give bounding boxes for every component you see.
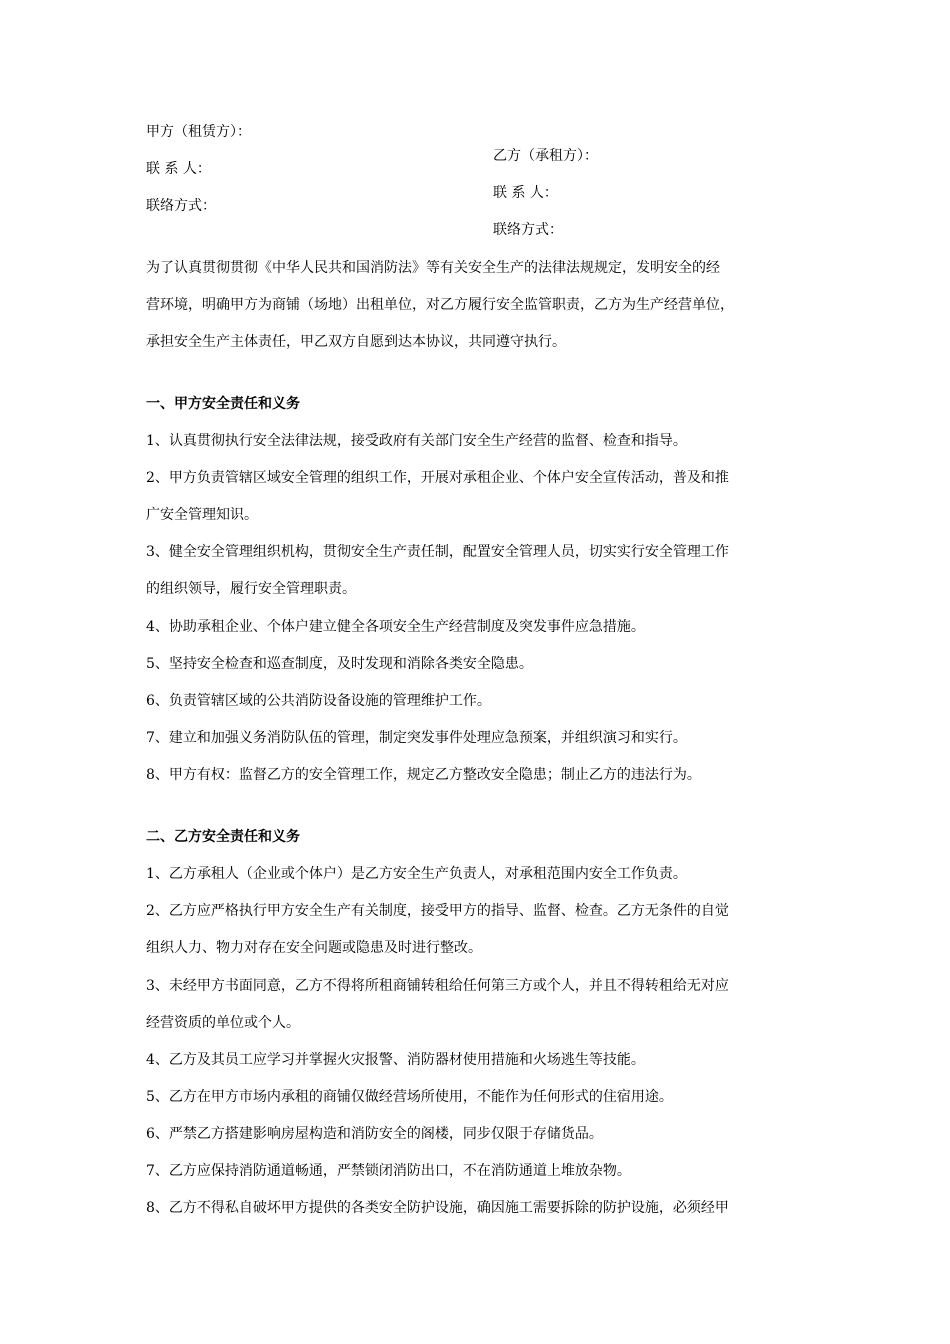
- section-1-line: 的组织领导，履行安全管理职责。: [146, 581, 356, 597]
- intro-line: 为了认真贯彻贯彻《中华人民共和国消防法》等有关安全生产的法律法规规定，发明安全的经: [146, 260, 720, 276]
- section-2-line: 6、严禁乙方搭建影响房屋构造和消防安全的阁楼，同步仅限于存储货品。: [146, 1126, 603, 1142]
- section-2-line: 7、乙方应保持消防通道畅通，严禁锁闭消防出口，不在消防通道上堆放杂物。: [146, 1163, 631, 1179]
- section-1-line: 4、协助承租企业、个体户建立健全各项安全生产经营制度及突发事件应急措施。: [146, 619, 645, 635]
- section-1-line: 1、认真贯彻执行安全法律法规，接受政府有关部门安全生产经营的监督、检查和指导。: [146, 433, 687, 449]
- party-b-contact-method: 联络方式：: [493, 222, 563, 238]
- section-2-line: 3、未经甲方书面同意，乙方不得将所租商铺转租给任何第三方或个人，并且不得转租给无对应: [146, 978, 729, 994]
- section-1-line: 广安全管理知识。: [146, 507, 258, 523]
- intro-line: 承担安全生产主体责任，甲乙双方自愿到达本协议，共同遵守执行。: [146, 334, 566, 350]
- party-a-contact-person: 联 系 人：: [146, 161, 211, 177]
- party-a-contact-method: 联络方式：: [146, 198, 216, 214]
- section-1-line: 7、建立和加强义务消防队伍的管理，制定突发事件处理应急预案，并组织演习和实行。: [146, 730, 687, 746]
- party-b-label: 乙方（承租方）：: [493, 148, 598, 164]
- section-1-line: 2、甲方负责管辖区域安全管理的组织工作，开展对承租企业、个体户安全宣传活动，普及和推: [146, 470, 729, 486]
- section-1-line: 8、甲方有权：监督乙方的安全管理工作，规定乙方整改安全隐患；制止乙方的违法行为。: [146, 767, 701, 783]
- section-2-line: 组织人力、物力对存在安全问题或隐患及时进行整改。: [146, 940, 482, 956]
- section-2-line: 1、乙方承租人（企业或个体户）是乙方安全生产负责人，对承租范围内安全工作负责。: [146, 866, 687, 882]
- party-b-contact-person: 联 系 人：: [493, 185, 558, 201]
- section-2-line: 5、乙方在甲方市场内承租的商铺仅做经营场所使用，不能作为任何形式的住宿用途。: [146, 1089, 673, 1105]
- section-1-line: 6、负责管辖区域的公共消防设备设施的管理维护工作。: [146, 693, 491, 709]
- section-2-line: 经营资质的单位或个人。: [146, 1015, 300, 1031]
- section-2-line: 4、乙方及其员工应学习并掌握火灾报警、消防器材使用措施和火场逃生等技能。: [146, 1052, 645, 1068]
- section-2-line: 2、乙方应严格执行甲方安全生产有关制度，接受甲方的指导、监督、检查。乙方无条件的自觉: [146, 903, 729, 919]
- section-1-line: 5、坚持安全检查和巡查制度，及时发现和消除各类安全隐患。: [146, 656, 533, 672]
- section-1-line: 3、健全安全管理组织机构，贯彻安全生产责任制，配置安全管理人员，切实实行安全管理工作: [146, 544, 729, 560]
- section-2-line: 8、乙方不得私自破坏甲方提供的各类安全防护设施，确因施工需要拆除的防护设施，必须经甲: [146, 1200, 729, 1216]
- section-1-heading: 一、甲方安全责任和义务: [146, 396, 300, 412]
- party-a-label: 甲方（租赁方）：: [146, 124, 251, 140]
- intro-line: 营环境，明确甲方为商铺（场地）出租单位，对乙方履行安全监管职责，乙方为生产经营单位，: [146, 297, 734, 313]
- section-2-heading: 二、乙方安全责任和义务: [146, 829, 300, 845]
